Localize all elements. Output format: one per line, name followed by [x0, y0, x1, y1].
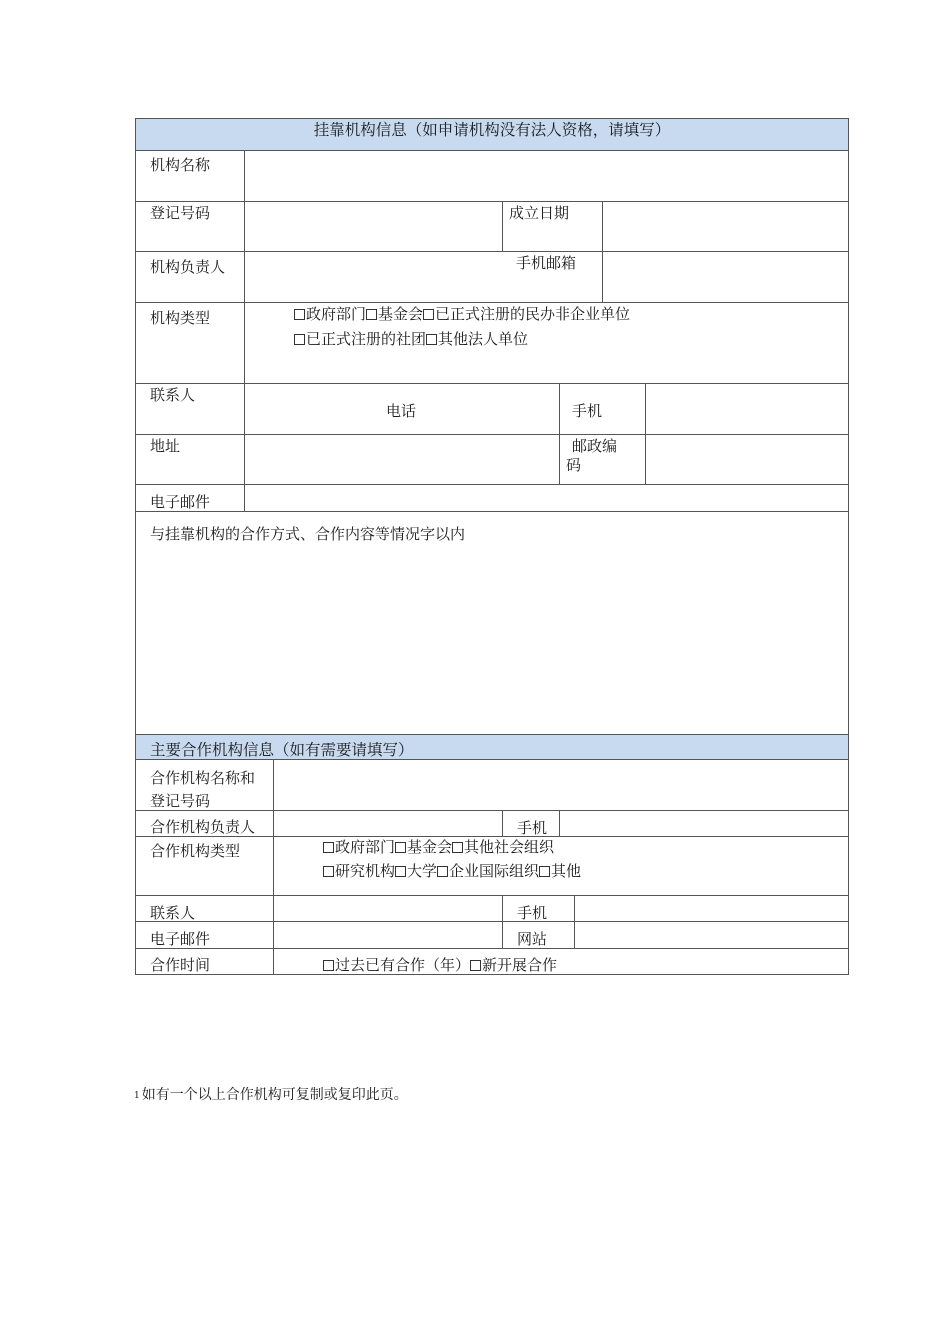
- label-coop-time: 合作时间: [150, 956, 211, 974]
- input-postcode[interactable]: [647, 436, 847, 483]
- option-label: 其他社会组织: [464, 838, 555, 856]
- col-line: [273, 759, 274, 974]
- option-label: 政府部门: [335, 838, 396, 856]
- checkbox[interactable]: [323, 866, 334, 877]
- row-line: [135, 302, 849, 303]
- input-address[interactable]: [246, 436, 558, 483]
- label-partner-contact-mobile: 手机: [517, 904, 548, 922]
- input-partner-mobile[interactable]: [561, 812, 847, 835]
- label-partner-name-line1: 合作机构名称和: [150, 769, 256, 787]
- option-label: 已正式注册的民办非企业单位: [435, 305, 631, 323]
- checkbox[interactable]: [426, 334, 437, 345]
- input-partner-website[interactable]: [576, 923, 847, 947]
- col-line: [645, 383, 646, 484]
- input-est-date[interactable]: [604, 203, 847, 250]
- row-line: [135, 810, 849, 811]
- label-postcode-line1: 邮政编: [572, 437, 618, 455]
- label-partner-email: 电子邮件: [150, 930, 211, 948]
- col-line: [559, 810, 560, 836]
- option-label: 新开展合作: [482, 956, 558, 974]
- footnote-mark: 1: [134, 1091, 140, 1101]
- label-mobile: 手机: [572, 402, 603, 420]
- input-partner-name[interactable]: [275, 761, 847, 809]
- partner-type-options-line2: [323, 862, 581, 881]
- org-type-options-line2: [294, 330, 528, 349]
- col-line: [244, 150, 245, 512]
- label-partner-name-line2: 登记号码: [150, 792, 211, 810]
- row-line: [135, 948, 849, 949]
- label-reg-no: 登记号码: [150, 204, 211, 222]
- col-line: [574, 895, 575, 948]
- input-partner-leader[interactable]: [275, 812, 501, 835]
- label-email: 电子邮件: [150, 493, 211, 511]
- checkbox[interactable]: [423, 309, 434, 320]
- option-label: 大学: [407, 862, 438, 880]
- row-line: [135, 921, 849, 922]
- input-reg-no[interactable]: [246, 203, 501, 250]
- partner-type-options-line1: [323, 838, 554, 857]
- col-line: [559, 383, 560, 484]
- checkbox[interactable]: [366, 309, 377, 320]
- input-partner-contact[interactable]: [275, 897, 501, 920]
- row-line: [135, 759, 849, 760]
- label-mobile-email: 手机邮箱: [516, 254, 577, 272]
- row-line: [135, 895, 849, 896]
- label-org-type: 机构类型: [150, 309, 211, 327]
- input-mobile-email[interactable]: [604, 253, 847, 301]
- label-partner-website: 网站: [517, 930, 548, 948]
- row-line: [135, 251, 849, 252]
- footnote-text: 如有一个以上合作机构可复制或复印此页。: [141, 1087, 408, 1103]
- label-partner-type: 合作机构类型: [150, 842, 241, 860]
- option-label: 基金会: [407, 838, 453, 856]
- label-est-date: 成立日期: [509, 204, 570, 222]
- label-org-name: 机构名称: [150, 156, 211, 174]
- option-label: 基金会: [378, 305, 424, 323]
- option-label: 已正式注册的社团: [306, 330, 427, 348]
- footnote: [134, 1086, 408, 1106]
- option-label: 企业国际组织: [449, 862, 540, 880]
- row-line: [135, 150, 849, 151]
- checkbox[interactable]: [323, 842, 334, 853]
- coop-time-options: [323, 956, 557, 975]
- col-line: [502, 895, 503, 948]
- table-left-border: [135, 118, 136, 975]
- label-partner-leader: 合作机构负责人: [150, 818, 256, 836]
- coop-description-prompt: 与挂靠机构的合作方式、合作内容等情况字以内: [150, 525, 466, 543]
- option-label: 过去已有合作（年）: [335, 956, 471, 974]
- option-label: 研究机构: [335, 862, 396, 880]
- section1-title: 挂靠机构信息（如申请机构没有法人资格，请填写）: [313, 121, 671, 139]
- checkbox[interactable]: [395, 866, 406, 877]
- checkbox[interactable]: [395, 842, 406, 853]
- input-email[interactable]: [246, 486, 847, 510]
- checkbox[interactable]: [539, 866, 550, 877]
- checkbox[interactable]: [294, 334, 305, 345]
- col-line: [602, 201, 603, 302]
- label-leader: 机构负责人: [150, 258, 226, 276]
- input-partner-contact-mobile[interactable]: [576, 897, 847, 920]
- option-label: 其他法人单位: [438, 330, 529, 348]
- label-address: 地址: [150, 437, 181, 455]
- input-mobile[interactable]: [647, 385, 847, 433]
- option-label: 政府部门: [306, 305, 367, 323]
- input-org-name[interactable]: [246, 152, 847, 200]
- col-line: [502, 201, 503, 251]
- label-partner-contact: 联系人: [150, 904, 196, 922]
- row-line: [135, 201, 849, 202]
- checkbox[interactable]: [323, 960, 334, 971]
- table-top-border: [135, 118, 849, 119]
- table-right-border: [848, 118, 849, 975]
- label-phone: 电话: [386, 402, 417, 420]
- row-line: [135, 484, 849, 485]
- input-partner-email[interactable]: [275, 923, 501, 947]
- org-type-options-line1: [294, 305, 630, 324]
- label-contact: 联系人: [150, 386, 196, 404]
- checkbox[interactable]: [437, 866, 448, 877]
- checkbox[interactable]: [452, 842, 463, 853]
- option-label: 其他: [551, 862, 582, 880]
- row-line: [135, 383, 849, 384]
- col-line: [502, 810, 503, 836]
- label-partner-mobile: 手机: [517, 819, 548, 837]
- row-line: [135, 434, 849, 435]
- section2-title: 主要合作机构信息（如有需要请填写）: [150, 741, 414, 759]
- checkbox[interactable]: [470, 960, 481, 971]
- row-line: [135, 511, 849, 512]
- input-coop-description[interactable]: [137, 545, 847, 733]
- checkbox[interactable]: [294, 309, 305, 320]
- label-postcode-line2: 码: [566, 456, 582, 474]
